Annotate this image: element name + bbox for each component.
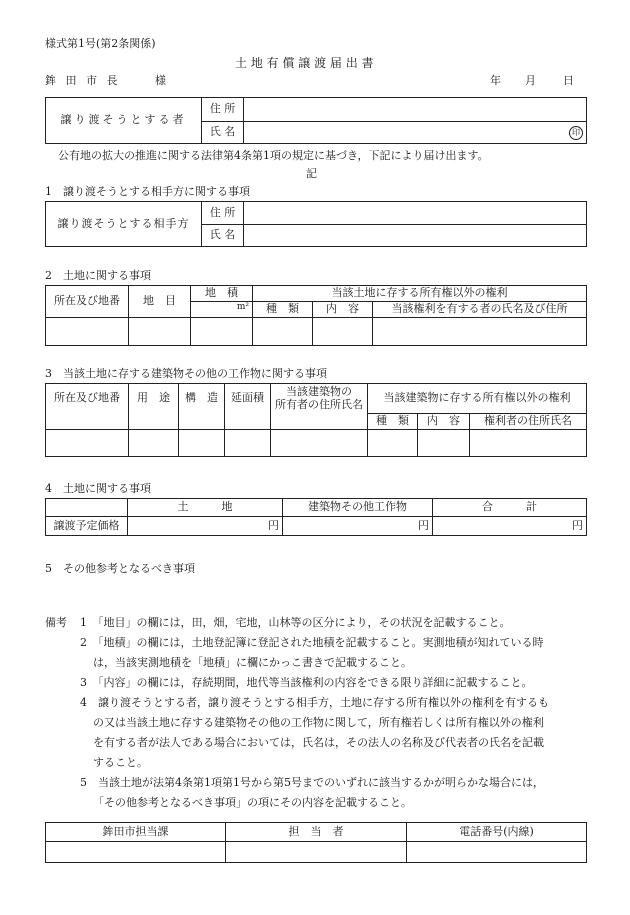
applicant-label: 譲り渡そうとする者 [46,98,202,144]
remark-line-3: は，当該実測地積を「地積」に欄にかっこ書きで記載すること。 [93,656,412,669]
land-area-field[interactable] [191,318,253,346]
remark-line-10: 「その他参考となるべき事項」の項にその内容を記載すること。 [93,796,412,809]
building-content-field[interactable] [418,430,470,457]
price-building-field[interactable]: 円 [283,517,433,536]
building-col-floor-area: 延面積 [225,384,271,430]
counterparty-name-field[interactable] [244,225,587,247]
office-table [45,822,587,863]
price-col-building: 建築物その他工作物 [283,499,433,517]
remarks-label: 備考 [45,616,67,629]
applicant-name-label: 氏 名 [202,122,244,144]
building-structure-field[interactable] [179,430,225,457]
office-phone-field[interactable] [407,842,587,863]
price-total-field[interactable]: 円 [433,517,587,536]
building-col-kind: 種 類 [368,414,418,430]
land-table [45,285,587,346]
counterparty-address-field[interactable] [244,202,587,225]
land-content-field[interactable] [313,318,373,346]
remark-line-9: 5 当該土地が法第4条第1項第1号から第5号までのいずれに該当するかが明らかな場合には， [80,776,544,789]
building-col-use: 用 途 [129,384,179,430]
remark-line-1: 1 「地目」の欄には，田，畑，宅地，山林等の区分により，その状況を記載すること。 [80,616,511,629]
land-col-kind: 種 類 [253,302,313,318]
land-kind-field[interactable] [253,318,313,346]
building-table [45,383,587,457]
applicant-table [45,97,587,144]
building-location-field[interactable] [46,430,129,457]
addressee: 鉾 田 市 長 [45,74,121,87]
date-year: 年 [490,74,501,87]
building-col-holder: 権利者の住所氏名 [470,414,587,430]
office-dept-field[interactable] [46,842,226,863]
building-owner-field[interactable] [271,430,368,457]
section5-heading: 5 その他参考となるべき事項 [45,562,195,575]
ki-marker: 記 [306,167,317,180]
area-unit: m² [191,302,253,318]
price-row-label: 譲渡予定価格 [46,517,128,536]
applicant-name-field[interactable] [244,122,587,144]
counterparty-table [45,201,587,247]
price-col-total: 合 計 [433,499,587,517]
building-floor-area-field[interactable] [225,430,271,457]
land-location-field[interactable] [46,318,129,346]
remark-line-4: 3 「内容」の欄には，存続期間，地代等当該権利の内容をできる限り詳細に記載すること。 [80,676,533,689]
building-col-rights: 当該建築物に存する所有権以外の権利 [368,384,587,414]
land-col-category: 地 目 [129,286,191,318]
document-title: 土 地 有 償 譲 渡 届 出 書 [235,56,374,70]
remark-line-6: の又は当該土地に存する建築物その他の工作物に関して，所有権若しくは所有権以外の権利 [93,716,544,729]
section3-heading: 3 当該土地に存する建築物その他の工作物に関する事項 [45,367,327,380]
section2-heading: 2 土地に関する事項 [45,269,151,282]
remark-line-8: すること。 [93,756,148,769]
price-table [45,498,587,536]
counterparty-name-label: 氏 名 [202,225,244,247]
applicant-address-field[interactable] [244,98,587,122]
addressee-honorific: 様 [155,74,166,87]
section4-heading: 4 土地に関する事項 [45,482,151,495]
office-col-person: 担 当 者 [226,823,407,842]
remark-line-2: 2 「地積」の欄には，土地登記簿に登記された地積を記載すること。実測地積が知れている時 [80,636,544,649]
statement: 公有地の拡大の推進に関する法律第4条第1項の規定に基づき，下記により届け出ます。 [58,149,489,162]
counterparty-label: 譲り渡そうとする相手方 [46,202,202,247]
land-category-field[interactable] [129,318,191,346]
land-holder-field[interactable] [373,318,587,346]
price-land-field[interactable]: 円 [128,517,283,536]
building-col-owner [271,384,368,430]
applicant-address-label: 住 所 [202,98,244,122]
land-col-location: 所在及び地番 [46,286,129,318]
office-col-phone: 電話番号(内線) [407,823,587,842]
building-holder-field[interactable] [470,430,587,457]
seal-mark: 印 [569,126,583,140]
land-col-area: 地 積 [191,286,253,302]
building-col-content: 内 容 [418,414,470,430]
building-kind-field[interactable] [368,430,418,457]
office-person-field[interactable] [226,842,407,863]
price-col-land: 土 地 [128,499,283,517]
form-number: 様式第1号(第2条関係) [45,37,156,50]
counterparty-address-label: 住 所 [202,202,244,225]
price-header-blank [46,499,128,517]
building-col-location: 所在及び地番 [46,384,129,430]
building-col-owner-line2: 所有者の住所氏名 [275,397,363,411]
land-col-holder: 当該権利を有する者の氏名及び住所 [373,302,587,318]
remark-line-5: 4 譲り渡そうとする者，譲り渡そうとする相手方，土地に存する所有権以外の権利を有するも [80,696,549,709]
date-month: 月 [525,74,536,87]
building-col-structure: 構 造 [179,384,225,430]
building-use-field[interactable] [129,430,179,457]
remark-line-7: を有する者が法人である場合においては，氏名は，その法人の名称及び代表者の氏名を記載 [93,736,544,749]
building-col-owner-line1: 当該建築物の [286,385,352,398]
land-col-rights: 当該土地に存する所有権以外の権利 [253,286,587,302]
section1-heading: 1 譲り渡そうとする相手方に関する事項 [45,185,250,198]
date-day: 日 [563,74,574,87]
office-col-dept: 鉾田市担当課 [46,823,226,842]
land-col-content: 内 容 [313,302,373,318]
